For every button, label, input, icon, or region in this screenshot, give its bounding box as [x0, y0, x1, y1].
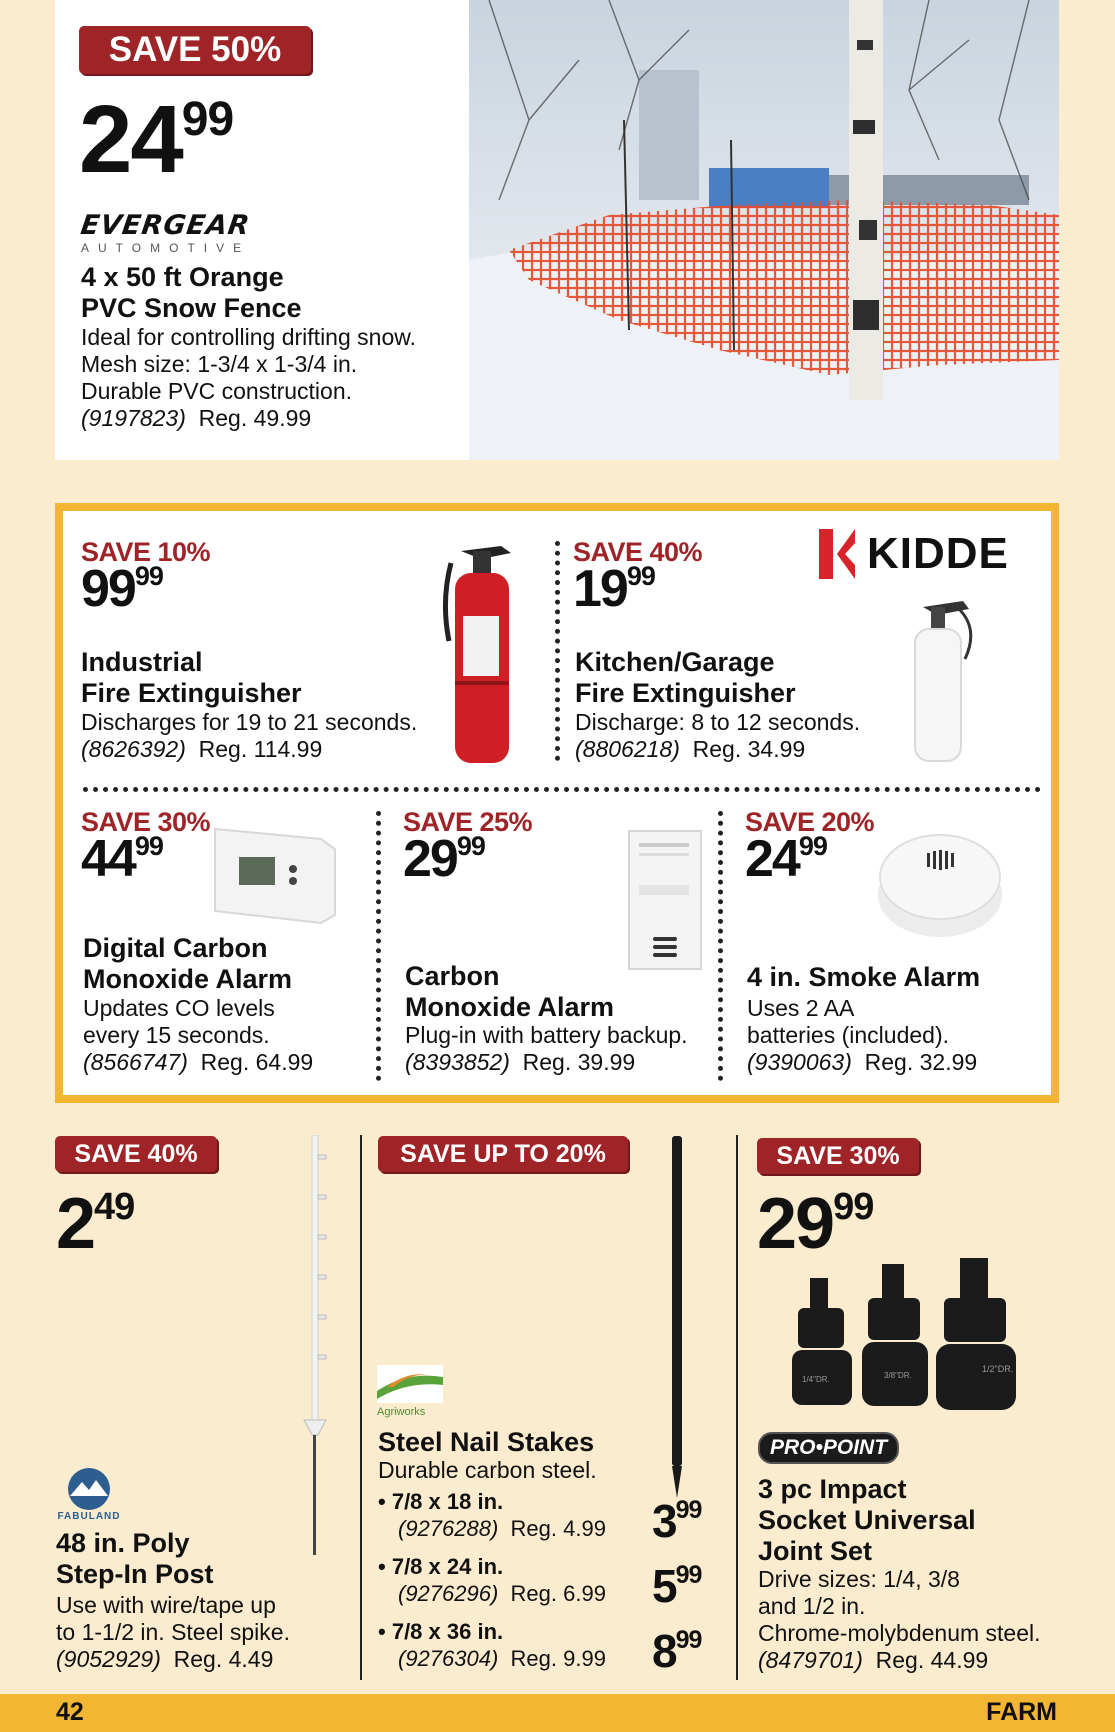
desc-line: Plug-in with battery backup.: [405, 1022, 688, 1048]
price: [573, 560, 655, 618]
section-label: FARM: [986, 1698, 1057, 1726]
dotted-divider: [555, 541, 560, 761]
save-text: SAVE 10%: [81, 537, 211, 567]
sku: (9390063): [747, 1049, 852, 1075]
product-description: [83, 995, 313, 1076]
price-cents: 99: [798, 831, 827, 861]
product-description: [56, 1592, 290, 1673]
save-text: SAVE 25%: [403, 807, 533, 837]
column-divider: [736, 1135, 738, 1680]
price-cents: 99: [456, 831, 485, 861]
price: [56, 1184, 135, 1264]
reg-price: Reg. 4.99: [510, 1516, 606, 1541]
plugin-co-alarm-image: [627, 829, 703, 971]
brand-name: FABULAND: [57, 1511, 121, 1522]
desc-line: Discharges for 19 to 21 seconds.: [81, 709, 418, 735]
sku-reg: [56, 1646, 290, 1673]
sku-reg: [758, 1647, 1041, 1674]
save-text: SAVE 40%: [573, 537, 703, 567]
name-line-2: Monoxide Alarm: [405, 992, 615, 1022]
price-dollars: 19: [573, 560, 627, 618]
save-badge: SAVE UP TO 20%: [378, 1136, 628, 1172]
product-description: [575, 709, 860, 763]
name-line-1: 48 in. Poly: [56, 1528, 190, 1558]
price-cents: 49: [94, 1186, 135, 1228]
reg-price: Reg. 9.99: [510, 1646, 606, 1671]
sku: (8626392): [81, 736, 186, 762]
sku-reg: [575, 736, 860, 763]
variant-price: [652, 1625, 702, 1677]
nail-stake-image: [664, 1136, 688, 1500]
name-line-1: 3 pc Impact: [758, 1474, 907, 1504]
product-name: [83, 933, 292, 995]
dotted-divider: [718, 811, 723, 1081]
size: 7/8 x 24 in.: [391, 1554, 504, 1579]
white-extinguisher-image: [893, 599, 983, 764]
variant-price: [652, 1495, 702, 1547]
name-line-2: Step-In Post: [56, 1559, 214, 1589]
price-cents: 99: [134, 831, 163, 861]
sku: (9276304): [398, 1646, 499, 1671]
desc-line: and 1/2 in.: [758, 1593, 866, 1619]
socket-label: 1/4"DR.: [802, 1375, 830, 1384]
fabuland-icon: [58, 1466, 120, 1512]
price: [81, 560, 163, 618]
desc-line: Discharge: 8 to 12 seconds.: [575, 709, 861, 735]
desc-line: Durable PVC construction.: [81, 378, 353, 404]
kidde-logo: [819, 529, 1009, 579]
sku: (9276296): [398, 1581, 499, 1606]
price-dollars: 8: [652, 1625, 676, 1677]
sku-reg: [83, 1049, 313, 1076]
poly-post-image: [296, 1135, 336, 1555]
price-dollars: 29: [403, 830, 457, 888]
safety-products-box: [55, 503, 1059, 1103]
reg-price: Reg. 39.99: [522, 1049, 636, 1075]
name-line-2: Fire Extinguisher: [81, 678, 302, 708]
price: [79, 86, 234, 193]
price-dollars: 5: [652, 1560, 676, 1612]
name-line-1: Industrial: [81, 647, 203, 677]
variant-size: • 7/8 x 36 in.: [378, 1619, 504, 1644]
sku-reg: [405, 1049, 688, 1076]
brand-sub: AUTOMOTIVE: [81, 241, 251, 255]
sku: (9197823): [81, 405, 186, 431]
desc-line: Updates CO levels: [83, 995, 275, 1021]
variant-size: • 7/8 x 24 in.: [378, 1554, 504, 1579]
snow-fence-image: [469, 0, 1059, 460]
agriworks-icon: [377, 1365, 443, 1403]
name-line-2: Monoxide Alarm: [83, 964, 293, 994]
desc-line: Mesh size: 1-3/4 x 1-3/4 in.: [81, 351, 358, 377]
desc-line: Use with wire/tape up: [56, 1592, 276, 1618]
kidde-mark-icon: [819, 529, 855, 579]
price-cents: 99: [675, 1561, 702, 1589]
reg-price: Reg. 34.99: [692, 736, 806, 762]
name-line-1: 4 x 50 ft Orange: [81, 262, 284, 292]
price-cents: 99: [675, 1626, 702, 1654]
price: [757, 1184, 874, 1264]
save-text: SAVE 30%: [81, 807, 211, 837]
name-line-2: Socket Universal: [758, 1505, 976, 1535]
price-cents: 99: [833, 1186, 874, 1228]
brand-name: EVERGEAR: [78, 210, 253, 241]
name-line-2: Fire Extinguisher: [575, 678, 796, 708]
name-line-1: 4 in. Smoke Alarm: [747, 962, 981, 992]
sku: (9276288): [398, 1516, 499, 1541]
sku-reg: [81, 405, 416, 432]
product-description: [81, 709, 417, 763]
sku: (8566747): [83, 1049, 188, 1075]
stake-variant: [378, 1488, 728, 1547]
price-dollars: 24: [79, 86, 182, 193]
socket-label: 3/8"DR.: [884, 1371, 912, 1380]
desc-line: batteries (included).: [747, 1022, 949, 1048]
page-footer: [0, 1694, 1115, 1732]
digital-co-alarm-image: [211, 819, 341, 929]
price-cents: 99: [181, 93, 234, 146]
name-line-3: Joint Set: [758, 1536, 873, 1566]
sku: (9052929): [56, 1646, 161, 1672]
save-badge: SAVE 30%: [757, 1138, 919, 1174]
product-description: Durable carbon steel.: [378, 1457, 597, 1483]
desc-line: Ideal for controlling drifting snow.: [81, 324, 416, 350]
price-dollars: 2: [56, 1184, 95, 1264]
agriworks-logo: [377, 1365, 443, 1418]
size: 7/8 x 36 in.: [391, 1619, 504, 1644]
propoint-logo: PRO•POINT: [758, 1432, 899, 1464]
price: [403, 830, 485, 888]
sku: (8806218): [575, 736, 680, 762]
page-number: 42: [56, 1698, 84, 1726]
dotted-divider: [83, 787, 1041, 792]
stake-variant: [378, 1553, 728, 1612]
price-cents: 99: [675, 1496, 702, 1524]
product-name: [575, 647, 796, 709]
desc-line: Uses 2 AA: [747, 995, 855, 1021]
price-dollars: 44: [81, 830, 135, 888]
reg-price: Reg. 64.99: [200, 1049, 314, 1075]
socket-label: 1/2"DR.: [982, 1364, 1014, 1374]
variant-size: • 7/8 x 18 in.: [378, 1489, 504, 1514]
reg-price: Reg. 49.99: [198, 405, 312, 431]
size: 7/8 x 18 in.: [391, 1489, 504, 1514]
price: [745, 830, 827, 888]
save-badge: SAVE 50%: [79, 26, 311, 74]
price-cents: 99: [134, 561, 163, 591]
price-dollars: 99: [81, 560, 135, 618]
name-line-1: Carbon: [405, 961, 500, 991]
red-extinguisher-image: [441, 541, 521, 766]
snow-fence-photo: [469, 0, 1059, 460]
price-dollars: 29: [757, 1184, 834, 1264]
product-description: [747, 995, 977, 1076]
save-text: SAVE 20%: [745, 807, 875, 837]
product-name: Steel Nail Stakes: [378, 1427, 595, 1457]
name-line-2: PVC Snow Fence: [81, 293, 302, 323]
sku: (8393852): [405, 1049, 510, 1075]
sku-reg: [81, 736, 417, 763]
brand-name: Agriworks: [377, 1406, 426, 1418]
product-name: [758, 1474, 976, 1567]
variant-price: [652, 1560, 702, 1612]
fabuland-logo: [55, 1466, 123, 1522]
product-description: [758, 1566, 1041, 1674]
reg-price: Reg. 114.99: [198, 736, 323, 762]
dotted-divider: [376, 811, 381, 1081]
product-name: [405, 961, 614, 1023]
column-divider: [360, 1135, 362, 1680]
product-description: [405, 1022, 688, 1076]
stake-variant: [378, 1618, 728, 1677]
product-name: [747, 962, 980, 993]
desc-line: every 15 seconds.: [83, 1022, 270, 1048]
product-description: [81, 324, 416, 432]
price: [81, 830, 163, 888]
sku: (8479701): [758, 1647, 863, 1673]
save-badge: SAVE 40%: [55, 1136, 217, 1172]
product-name: [56, 1528, 214, 1590]
reg-price: Reg. 44.99: [875, 1647, 989, 1673]
sku-reg: [747, 1049, 977, 1076]
product-name: [81, 647, 302, 709]
reg-price: Reg. 4.49: [173, 1646, 274, 1672]
product-name: [81, 262, 302, 324]
kidde-brand: KIDDE: [867, 529, 1009, 578]
name-line-1: Kitchen/Garage: [575, 647, 775, 677]
price-cents: 99: [626, 561, 655, 591]
reg-price: Reg. 32.99: [864, 1049, 978, 1075]
name-line-1: Digital Carbon: [83, 933, 268, 963]
smoke-alarm-image: [875, 825, 1005, 945]
desc-line: Chrome-molybdenum steel.: [758, 1620, 1041, 1646]
price-dollars: 24: [745, 830, 799, 888]
socket-set-image: [792, 1258, 1042, 1418]
desc-line: Drive sizes: 1/4, 3/8: [758, 1566, 960, 1592]
reg-price: Reg. 6.99: [510, 1581, 606, 1606]
evergear-logo: [78, 210, 253, 255]
snow-fence-card: [55, 0, 1059, 460]
price-dollars: 3: [652, 1495, 676, 1547]
desc-line: to 1-1/2 in. Steel spike.: [56, 1619, 290, 1645]
